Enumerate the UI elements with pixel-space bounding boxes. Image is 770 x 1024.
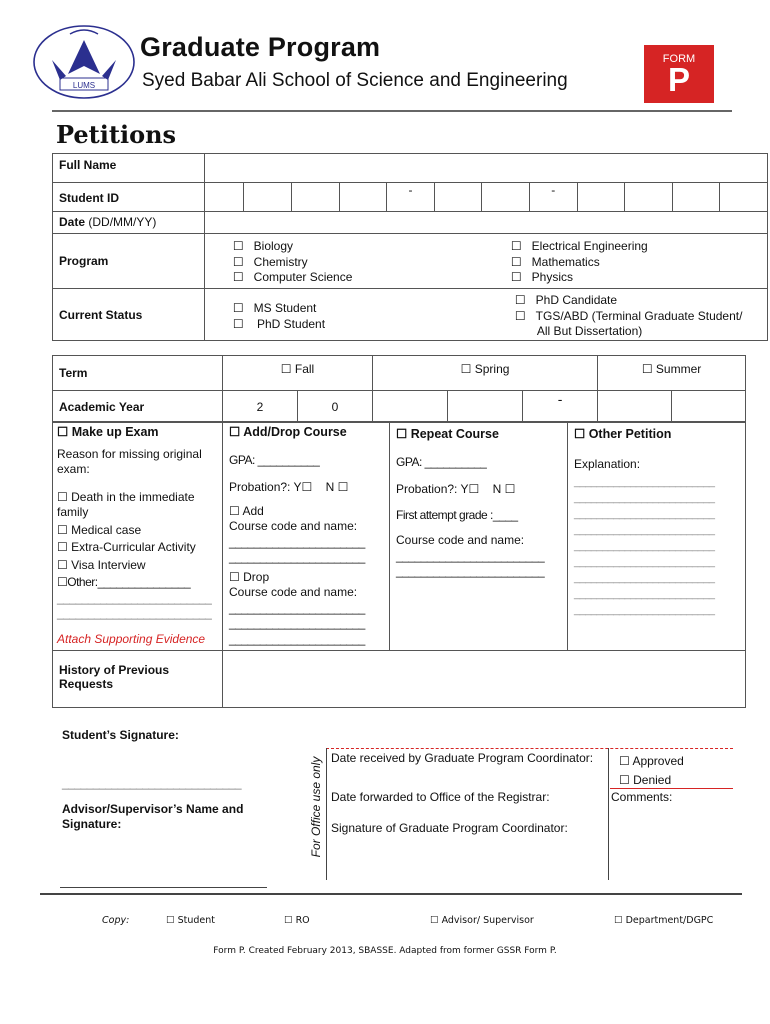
footer-note: Form P. Created February 2013, SBASSE. Adapted from former GSSR Form P.: [213, 946, 557, 956]
history-field[interactable]: [223, 651, 746, 708]
office-use-label: For Office use only: [309, 756, 323, 858]
program-physics: Physics: [531, 270, 574, 284]
probation-label: Probation?: Y: [396, 482, 469, 496]
program-options: [204, 234, 767, 289]
repeat-probation[interactable]: [396, 482, 561, 498]
year-box[interactable]: [672, 391, 746, 423]
program-math: Mathematics: [531, 254, 600, 269]
id-dash: -: [551, 183, 556, 197]
year-box[interactable]: [373, 391, 448, 423]
year-dash: -: [557, 391, 563, 407]
advisor-signature-label: Advisor/Supervisor’s Name and Signature:: [62, 802, 244, 831]
office-use-strip: [304, 745, 326, 877]
status-tgs-cont: All But Dissertation): [536, 324, 643, 338]
year-box[interactable]: [523, 391, 598, 423]
form-badge-letter: P: [667, 61, 690, 98]
reason-visa: Visa Interview: [71, 557, 146, 572]
add-option[interactable]: [229, 504, 383, 520]
program-option[interactable]: [233, 255, 353, 271]
checkbox-icon[interactable]: ☐: [514, 308, 526, 323]
repeat-course-title: Repeat Course: [410, 427, 499, 441]
approved-option[interactable]: [619, 754, 684, 768]
student-id-box[interactable]: [339, 183, 387, 212]
checkbox-icon[interactable]: ☐: [232, 254, 244, 269]
status-option[interactable]: [233, 317, 325, 333]
add-drop-probation[interactable]: [229, 480, 383, 496]
explanation-line[interactable]: _________________________: [574, 556, 715, 568]
status-col-left: [233, 301, 325, 332]
office-box-top: [326, 748, 733, 749]
copy-label: Copy:: [102, 915, 130, 926]
header-divider: [52, 110, 732, 112]
drop-label: Drop: [243, 569, 270, 584]
section-title: Petitions: [56, 120, 177, 149]
date-received-label: Date received by Graduate Program Coordinator:: [331, 751, 594, 765]
office-box-divider: [608, 748, 609, 880]
form-badge: [644, 45, 714, 103]
status-option[interactable]: [233, 301, 325, 317]
repeat-course-cell: [390, 422, 568, 651]
attach-evidence-note: Attach Supporting Evidence: [57, 631, 206, 646]
status-phd: PhD Student: [257, 316, 326, 331]
drop-course-line[interactable]: ______________________: [229, 616, 365, 630]
student-id-box[interactable]: [387, 183, 435, 212]
denied-option[interactable]: [619, 773, 671, 787]
checkbox-icon[interactable]: ☐: [430, 915, 439, 926]
checkbox-icon[interactable]: ☐: [57, 575, 68, 589]
explanation-line[interactable]: _________________________: [574, 524, 715, 536]
checkbox-icon[interactable]: ☐: [510, 254, 522, 269]
checkbox-icon[interactable]: ☐: [514, 293, 526, 307]
drop-option[interactable]: [229, 570, 383, 586]
repeat-course-label: Course code and name:: [396, 533, 525, 547]
student-signature-label: Student’s Signature:: [62, 728, 179, 742]
checkbox-icon[interactable]: ☐: [284, 915, 293, 926]
repeat-course-line[interactable]: ________________________: [396, 548, 545, 563]
reason-other[interactable]: [57, 575, 218, 591]
denied-label: Denied: [633, 773, 672, 787]
probation-label: Probation?: Y: [229, 480, 302, 494]
checkbox-icon[interactable]: ☐: [166, 915, 175, 926]
student-id-box[interactable]: [577, 183, 625, 212]
drop-course-line[interactable]: ______________________: [229, 631, 365, 646]
explanation-line[interactable]: _________________________: [574, 572, 715, 584]
checkbox-icon[interactable]: ☐: [232, 316, 244, 331]
status-tgs: TGS/ABD (Terminal Graduate Student/: [535, 308, 743, 323]
program-chemistry: Chemistry: [253, 254, 308, 269]
form-badge-label: FORM: [662, 53, 696, 65]
copy-dept-option[interactable]: [614, 915, 713, 926]
program-cs: Computer Science: [253, 270, 353, 284]
program-label: Program: [53, 234, 205, 289]
checkbox-icon[interactable]: ☐: [301, 480, 313, 494]
student-id-box[interactable]: [482, 183, 530, 212]
copy-advisor-option[interactable]: [430, 915, 534, 926]
academic-year-label: Academic Year: [53, 391, 223, 423]
explanation-line[interactable]: _________________________: [574, 540, 715, 552]
date-label: Date: [59, 215, 86, 229]
term-fall: Fall: [294, 362, 315, 376]
program-col-right: [511, 239, 648, 286]
student-id-box[interactable]: [204, 183, 243, 212]
student-id-box[interactable]: [244, 183, 292, 212]
add-course-label: Course code and name:: [229, 519, 358, 533]
add-drop-gpa[interactable]: GPA: __________: [229, 452, 320, 467]
checkbox-icon[interactable]: ☐: [619, 773, 630, 787]
copy-dept: Department/DGPC: [625, 915, 714, 926]
checkbox-icon[interactable]: ☐: [619, 754, 630, 768]
explanation-line[interactable]: _________________________: [574, 588, 715, 600]
checkbox-icon[interactable]: ☐: [280, 362, 292, 376]
office-box-left: [326, 748, 327, 880]
program-col-left: [233, 239, 353, 286]
date-forwarded-label: Date forwarded to Office of the Registrar:: [331, 790, 550, 804]
term-spring-option[interactable]: [373, 356, 598, 391]
term-label: Term: [53, 356, 223, 391]
blank-line[interactable]: _________________________: [57, 606, 212, 620]
copy-student: Student: [177, 915, 215, 926]
program-option[interactable]: [511, 255, 648, 271]
date-field[interactable]: [204, 212, 767, 234]
footer-divider: [40, 893, 742, 895]
program-option[interactable]: [511, 270, 648, 286]
student-id-box[interactable]: [625, 183, 673, 212]
repeat-course-line[interactable]: ________________________: [396, 564, 545, 578]
copy-student-option[interactable]: [166, 915, 215, 926]
id-dash: -: [408, 183, 413, 197]
term-spring: Spring: [474, 362, 510, 376]
checkbox-icon[interactable]: ☐: [232, 270, 244, 284]
approved-label: Approved: [632, 754, 684, 768]
status-ms: MS Student: [253, 301, 317, 315]
status-candidate: PhD Candidate: [535, 293, 618, 307]
program-option[interactable]: [233, 270, 353, 286]
makeup-exam-cell: [53, 422, 223, 651]
blank-line[interactable]: _________________________: [57, 590, 212, 605]
date-label-cell: [53, 212, 205, 234]
coordinator-signature-label: Signature of Graduate Program Coordinator:: [331, 821, 568, 835]
makeup-exam-option[interactable]: [57, 425, 218, 441]
checkbox-icon[interactable]: ☐: [57, 522, 68, 537]
status-option[interactable]: [515, 309, 743, 325]
copy-ro-option[interactable]: [284, 915, 310, 926]
year-box[interactable]: [598, 391, 672, 423]
status-options: [204, 289, 767, 341]
personal-info-table: [52, 153, 768, 341]
add-drop-title: Add/Drop Course: [243, 425, 347, 439]
checkbox-icon[interactable]: ☐: [229, 503, 240, 518]
student-id-box[interactable]: [529, 183, 577, 212]
full-name-label: Full Name: [53, 154, 205, 183]
checkbox-icon[interactable]: ☐: [232, 239, 244, 253]
drop-course-label: Course code and name:: [229, 585, 358, 599]
makeup-exam-title: Make up Exam: [71, 425, 159, 439]
checkbox-icon[interactable]: ☐: [574, 427, 586, 441]
student-id-box[interactable]: [434, 183, 482, 212]
year-box[interactable]: [448, 391, 523, 423]
checkbox-icon[interactable]: ☐: [57, 489, 68, 504]
reason-extracurricular: Extra-Curricular Activity: [71, 540, 196, 554]
other-petition-title: Other Petition: [588, 427, 672, 441]
other-petition-cell: [568, 422, 746, 651]
term-table: [52, 355, 746, 423]
checkbox-icon[interactable]: ☐: [57, 557, 68, 572]
date-format: (DD/MM/YY): [88, 215, 157, 229]
program-option[interactable]: [511, 239, 648, 255]
explanation-line[interactable]: _________________________: [574, 604, 715, 616]
reason-other-label: Other:_______________: [67, 575, 191, 589]
add-drop-option[interactable]: [229, 425, 383, 441]
status-col-right: [515, 293, 743, 340]
year-box[interactable]: [298, 391, 373, 423]
copy-advisor: Advisor/ Supervisor: [441, 915, 534, 926]
program-option[interactable]: [233, 239, 353, 255]
makeup-reason: Reason for missing original exam:: [57, 446, 202, 476]
checkbox-icon[interactable]: ☐: [510, 239, 522, 253]
repeat-course-option[interactable]: [396, 427, 561, 443]
add-drop-cell: [223, 422, 390, 651]
year-box[interactable]: [223, 391, 298, 423]
checkbox-icon[interactable]: ☐: [232, 301, 244, 315]
probation-n: N: [325, 480, 335, 494]
student-id-label: Student ID: [53, 183, 205, 212]
add-course-line[interactable]: ______________________: [229, 550, 365, 564]
first-attempt-grade[interactable]: First attempt grade :____: [396, 507, 518, 522]
reason-option[interactable]: [57, 523, 218, 539]
explanation-label: Explanation:: [574, 456, 641, 471]
drop-course-line[interactable]: ______________________: [229, 600, 365, 615]
year-digit: 0: [331, 399, 339, 414]
student-id-box[interactable]: [291, 183, 339, 212]
year-digit: 2: [256, 399, 264, 414]
reason-medical: Medical case: [71, 522, 142, 537]
checkbox-icon[interactable]: ☐: [510, 270, 522, 284]
reason-option[interactable]: [57, 558, 218, 574]
reason-option[interactable]: [57, 490, 218, 521]
comments-label: Comments:: [611, 790, 673, 804]
program-biology: Biology: [253, 239, 294, 253]
reason-death: Death in the immediate family: [57, 489, 195, 519]
lums-logo: [30, 22, 138, 102]
school-name: Syed Babar Ali School of Science and Engineering: [142, 70, 568, 91]
explanation-line[interactable]: _________________________: [574, 508, 715, 520]
checkbox-icon[interactable]: ☐: [504, 482, 516, 496]
petition-table: [52, 421, 746, 708]
explanation-line[interactable]: _________________________: [574, 492, 715, 504]
student-id-box[interactable]: [720, 183, 768, 212]
add-course-line[interactable]: ______________________: [229, 534, 365, 549]
status-label: Current Status: [53, 289, 205, 341]
copy-ro: RO: [295, 915, 310, 926]
advisor-signature-line[interactable]: [60, 887, 267, 888]
office-box-separator: [610, 788, 733, 789]
checkbox-icon[interactable]: ☐: [229, 425, 241, 439]
explanation-lines[interactable]: [574, 474, 739, 618]
term-summer-option[interactable]: [598, 356, 746, 391]
checkbox-icon[interactable]: ☐: [337, 480, 349, 494]
checkbox-icon[interactable]: ☐: [641, 362, 653, 376]
add-label: Add: [242, 503, 264, 518]
student-signature-line[interactable]: _____________________________: [62, 776, 242, 790]
probation-n: N: [492, 482, 502, 496]
full-name-field[interactable]: [204, 154, 767, 183]
other-petition-option[interactable]: [574, 427, 739, 443]
checkbox-icon[interactable]: ☐: [229, 569, 240, 584]
repeat-gpa[interactable]: GPA: __________: [396, 454, 487, 469]
checkbox-icon[interactable]: ☐: [57, 425, 69, 439]
checkbox-icon[interactable]: ☐: [396, 427, 408, 441]
checkbox-icon[interactable]: ☐: [460, 362, 472, 376]
status-option[interactable]: [515, 293, 743, 309]
form-title: Graduate Program: [140, 32, 381, 62]
term-fall-option[interactable]: [223, 356, 373, 391]
checkbox-icon[interactable]: ☐: [468, 482, 480, 496]
term-summer: Summer: [655, 362, 702, 376]
reason-option[interactable]: [57, 540, 218, 556]
explanation-line[interactable]: _________________________: [574, 476, 715, 488]
checkbox-icon[interactable]: ☐: [57, 540, 68, 554]
checkbox-icon[interactable]: ☐: [614, 915, 623, 926]
history-label: History of Previous Requests: [53, 651, 223, 708]
student-id-box[interactable]: [672, 183, 720, 212]
program-ee: Electrical Engineering: [531, 239, 648, 253]
logo-text: LUMS: [72, 81, 96, 90]
